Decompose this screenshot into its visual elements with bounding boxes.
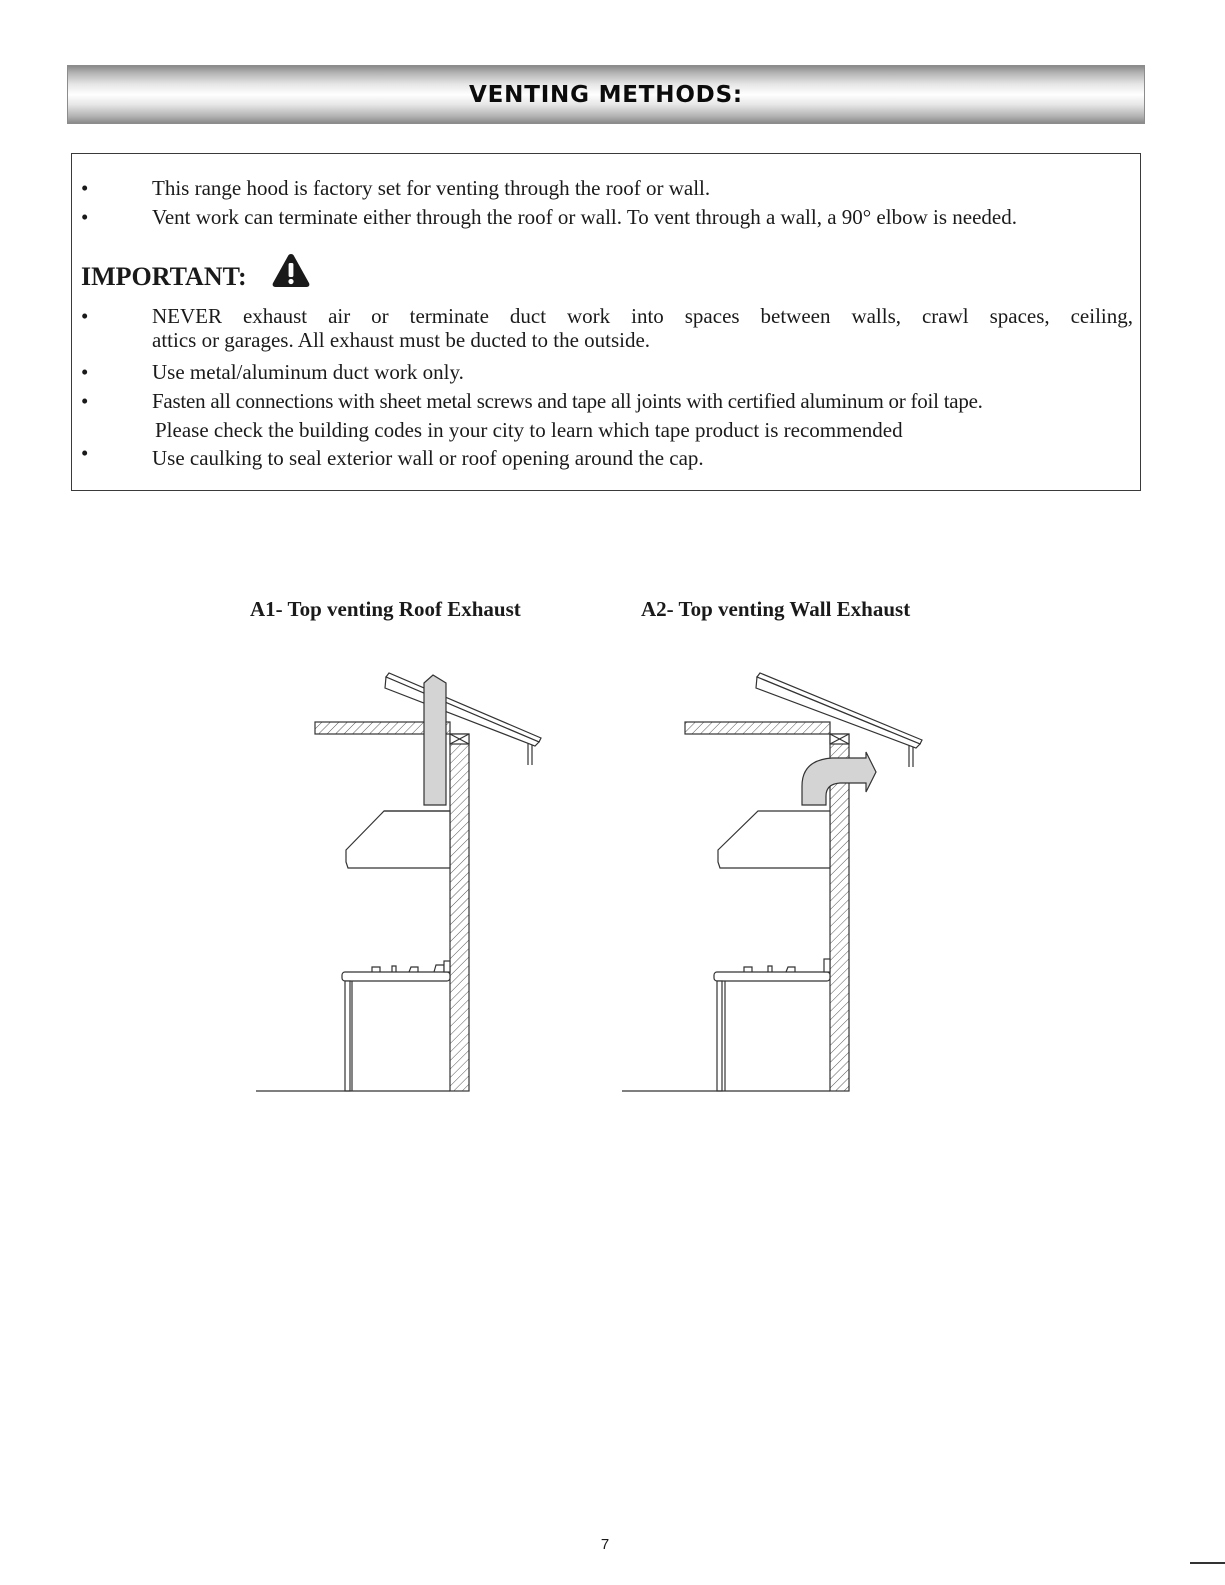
bullet-mark: • [81,304,89,328]
figure-a2-caption: A2- Top venting Wall Exhaust [641,597,911,621]
bullet-mark: • [81,360,89,384]
bullet-mark: • [81,441,89,465]
bullet-text: Use caulking to seal exterior wall or roof opening around the cap. [152,446,704,470]
bullet-text: Vent work can terminate either through the roof or wall. To vent through a wall, a 90° elbow is needed. [152,205,1017,229]
corner-mark [1190,1562,1225,1564]
important-heading: IMPORTANT: [81,262,247,291]
bullet-mark: • [81,176,89,200]
wall-a1 [450,734,469,1091]
note-text: Please check the building codes in your city to learn which tape product is recommended [155,418,903,442]
stove-a1 [342,961,450,1091]
bullet-text: This range hood is factory set for venting through the roof or wall. [152,176,711,200]
bullet-text-line-1: NEVER exhaust air or terminate duct work into spaces between walls, crawl spaces, ceiling, [152,304,1133,328]
section-title: VENTING METHODS: [469,82,743,108]
warning-triangle-icon [271,252,311,288]
duct-a1 [424,675,446,805]
bullet-text: Use metal/aluminum duct work only. [152,360,464,384]
instructions-box [71,153,1141,491]
range-hood-a2 [718,811,830,868]
venting-diagrams [240,660,980,1100]
wall-a2 [830,734,849,1091]
range-hood-a1 [346,811,450,868]
section-banner [67,65,1145,124]
bullet-text-line-2: attics or garages. All exhaust must be ducted to the outside. [152,328,651,352]
diagram-a2-wall-exhaust [622,673,922,1091]
page-number: 7 [600,1536,610,1553]
stove-a2 [714,959,830,1091]
figure-a1-caption: A1- Top venting Roof Exhaust [250,597,521,621]
diagram-a1-roof-exhaust [256,673,541,1091]
bullet-text: Fasten all connections with sheet metal screws and tape all joints with certified aluminum or foil tape. [152,389,983,413]
bullet-mark: • [81,205,89,229]
ceiling-a2 [685,722,830,734]
bullet-mark: • [81,389,89,413]
